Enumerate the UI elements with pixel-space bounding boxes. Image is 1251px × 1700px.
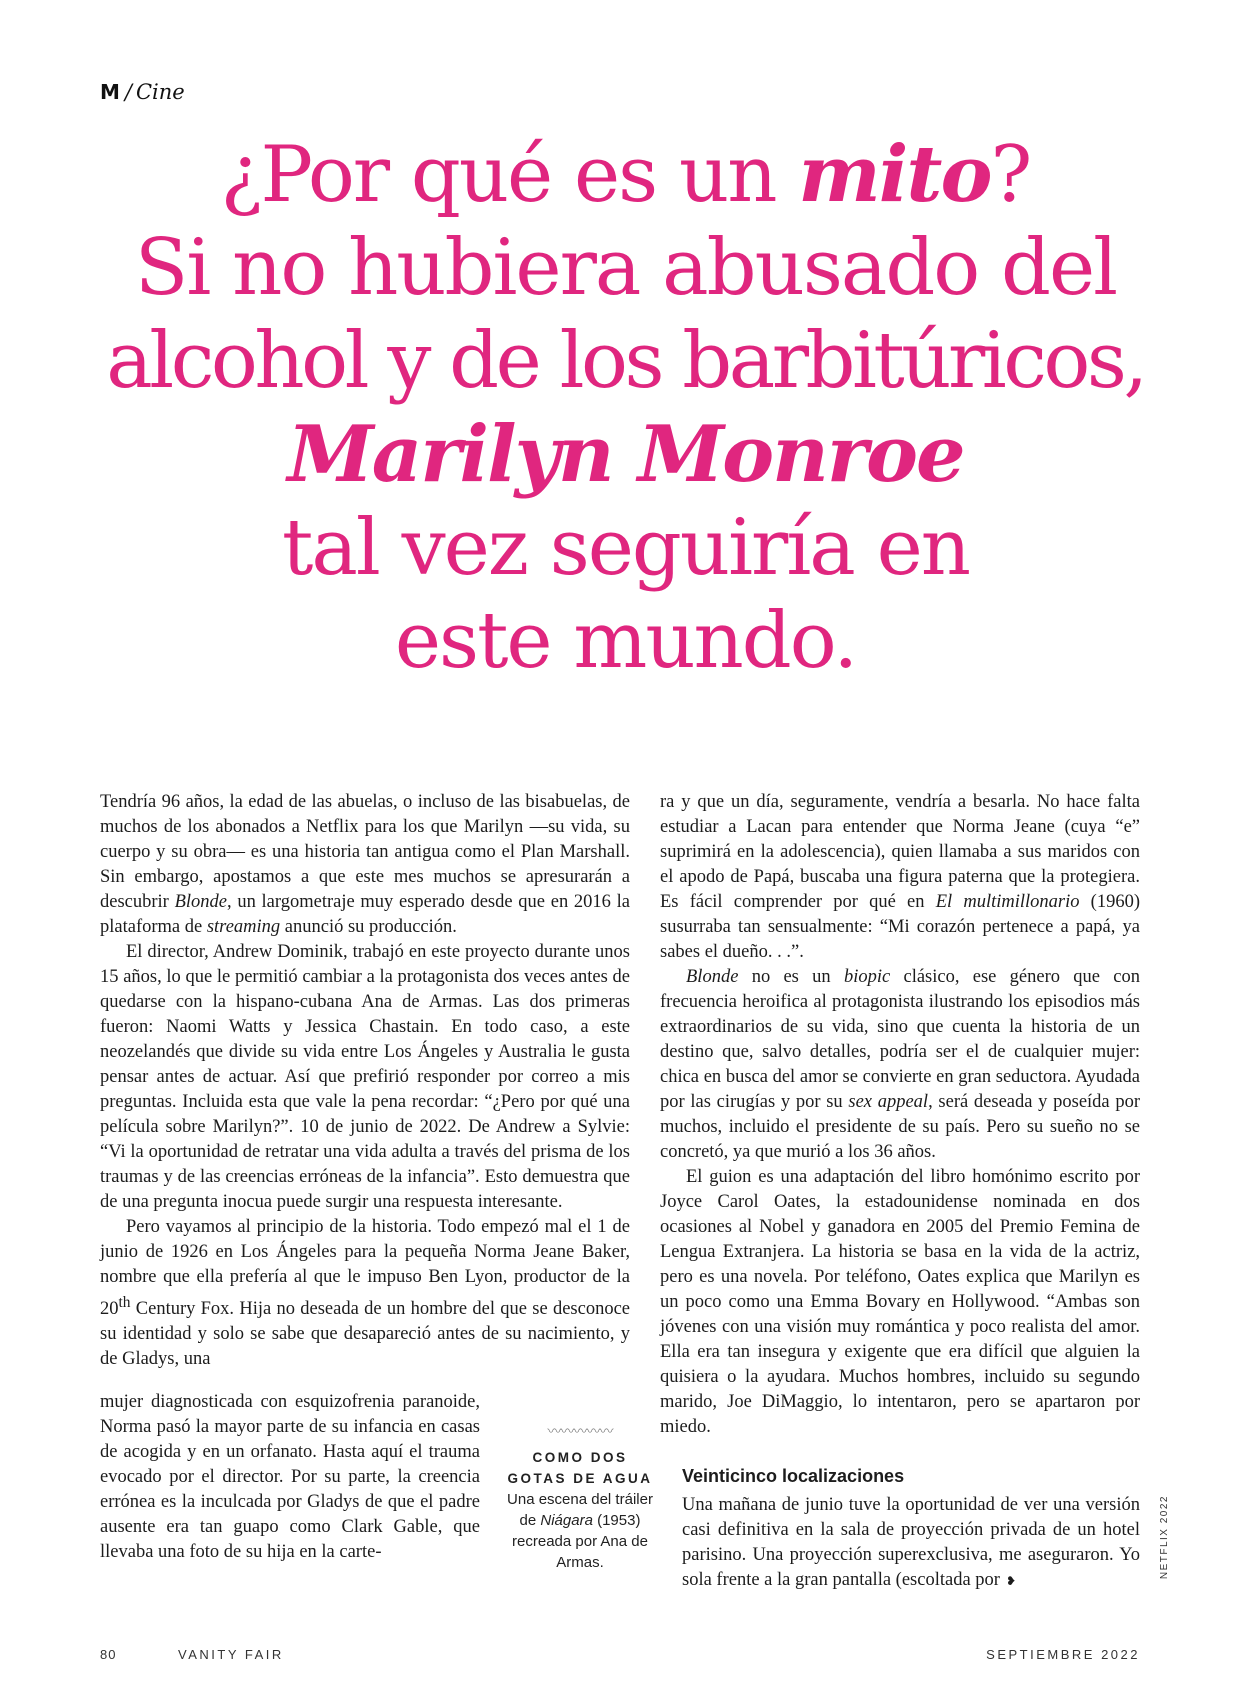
text-run: no es un xyxy=(738,967,844,987)
italic-title: Blonde xyxy=(174,892,227,912)
headline-text: ¿Por qué es un xyxy=(220,130,799,220)
body-column-2-section xyxy=(682,1464,1140,1594)
italic-term: streaming xyxy=(206,917,281,937)
body-column-1-continued xyxy=(100,1390,480,1565)
headline-text: ? xyxy=(990,130,1031,220)
italic-term: sex appeal xyxy=(848,1092,929,1112)
headline-line-1 xyxy=(60,128,1191,222)
italic-term: biopic xyxy=(843,967,891,987)
paragraph: mujer diagnosticada con esquizofrenia paranoide, Norma pasó la mayor parte de su infancia en casas de acogida y en un orfanato. Hasta aquí el trauma evocado por el director. Por su parte, la creencia errónea es la inculcada por Gladys de que el padre ausente era tan guapo como Clark Gable, que llevaba una foto de su hija en la carte- xyxy=(100,1392,480,1562)
paragraph xyxy=(682,1493,1140,1594)
caption-title-line: COMO DOS xyxy=(532,1450,628,1465)
caption-text xyxy=(500,1489,660,1573)
photo-caption xyxy=(500,1425,660,1573)
text-run: Una escena del tráiler de xyxy=(507,1491,653,1529)
paragraph: El director, Andrew Dominik, trabajó en este proyecto durante unos 15 años, lo que le permitió cambiar a la protagonista dos veces antes de quedarse con la hispano-cubana Ana de Armas. Las dos primeras fueron: Naomi Watts y Jessica Chastain. En todo caso, a este neozelandés que divide su vida entre Los Ángeles y Australia le gusta pensar antes de actuar. Así que prefirió responder por correo a mis preguntas. Incluida esta que vale la pena recordar: “¿Pero por qué una película sobre Marilyn?”. 10 de junio de 2022. De Andrew a Sylvie: “Vi la oportunidad de retratar una vida adulta a través del prisma de los traumas y de las creencias erróneas de la infancia”. Esto demuestra que de una pregunta inocua puede surgir una respuesta interesante. xyxy=(100,942,630,1212)
issue-date: SEPTIEMBRE 2022 xyxy=(986,1647,1140,1662)
section-subhead: Veinticinco localizaciones xyxy=(682,1466,905,1486)
paragraph xyxy=(660,790,1140,965)
headline-line-6: este mundo. xyxy=(394,596,857,686)
continue-arrow-icon: ❥ xyxy=(1005,1574,1017,1588)
headline-line-3: alcohol y de los barbitúricos, xyxy=(106,316,1145,406)
superscript: th xyxy=(118,1294,131,1311)
magazine-name: VANITY FAIR xyxy=(178,1647,284,1662)
headline-line-5: tal vez seguiría en xyxy=(282,503,969,593)
section-separator: / xyxy=(124,80,132,104)
headline-emphasis: mito xyxy=(798,129,991,220)
paragraph xyxy=(100,790,630,940)
wave-divider-icon: 〰〰〰〰〰 xyxy=(547,1424,613,1440)
text-run: , será deseada y poseída por muchos, incluido el presidente de su país. Pero su sueño no se concretó, ya que murió a los 36 años. xyxy=(660,1092,1140,1162)
text-run: (1953) recreada por Ana de Armas. xyxy=(512,1512,648,1571)
paragraph xyxy=(660,965,1140,1165)
body-column-2 xyxy=(660,790,1140,1440)
text-run: Una mañana de junio tuve la oportunidad de ver una versión casi definitiva en la sala de proyección privada de un hotel parisino. Una proyección superexclusiva, me aseguraron. Yo sola frente a la gran pantalla (escoltada por xyxy=(682,1495,1140,1590)
caption-title xyxy=(500,1447,660,1489)
text-run: , un largometraje muy esperado desde que en 2016 la plataforma de xyxy=(100,892,630,937)
paragraph xyxy=(100,1215,630,1372)
italic-title: Blonde xyxy=(686,967,739,987)
text-run: Century Fox. Hija no deseada de un hombre del que se desconoce su identidad y solo se sabe que desapareció antes de su nacimiento, y de Gladys, una xyxy=(100,1299,630,1370)
text-run: anunció su producción. xyxy=(280,917,457,937)
headline-name-emphasis: Marilyn Monroe xyxy=(287,409,964,500)
page-number: 80 xyxy=(100,1647,117,1662)
text-run: (1960) susurraba tan sensualmente: “Mi corazón pertenece a papá, ya sabes el dueño. . .”. xyxy=(660,892,1140,962)
body-column-1 xyxy=(100,790,630,1372)
photo-credit: NETFLIX 2022 xyxy=(1159,1495,1170,1580)
italic-title: El multimillonario xyxy=(935,892,1080,912)
text-run: Tendría 96 años, la edad de las abuelas, o incluso de las bisabuelas, de muchos de los abonados a Netflix para los que Marilyn —su vida, su cuerpo y su obra— es una historia tan antigua como el Plan Marshall. Sin embargo, apostamos a que este mes muchos se apresurarán a descubrir xyxy=(100,792,630,912)
italic-title: Niágara xyxy=(540,1512,593,1529)
text-run: Pero vayamos al principio de la historia. Todo empezó mal el 1 de junio de 1926 en Los Ángeles para la pequeña Norma Jeane Baker, nombre que ella prefería al que le impuso Ben Lyon, productor de la 20 xyxy=(100,1217,630,1320)
headline xyxy=(60,128,1191,688)
section-name: Cine xyxy=(135,80,185,104)
section-logo-mark: M xyxy=(100,80,119,104)
caption-title-line: GOTAS DE AGUA xyxy=(507,1471,653,1486)
text-run: clásico, ese género que con frecuencia heroifica al protagonista ilustrando los episodios más extraordinarios de su vida, sino que cuenta la historia de un destino que, salvo detalles, podría ser el de cualquier mujer: chica en busca del amor se convierte en gran seductora. Ayudada por las cirugías y por su xyxy=(660,967,1140,1112)
text-run: ra y que un día, seguramente, vendría a besarla. No hace falta estudiar a Lacan para entender que Norma Jeane (cuya “e” suprimirá en la adolescencia), quien llamaba a sus maridos con el apodo de Papá, buscaba una figura paterna que la protegiera. Es fácil comprender por qué en xyxy=(660,792,1140,912)
headline-line-4 xyxy=(60,408,1191,502)
section-tag xyxy=(100,80,185,104)
headline-line-2: Si no hubiera abusado del xyxy=(134,223,1117,313)
paragraph: El guion es una adaptación del libro homónimo escrito por Joyce Carol Oates, la estadounidense nominada en dos ocasiones al Nobel y ganadora en 2005 del Premio Femina de Lengua Extranjera. La historia se basa en la vida de la actriz, pero es una novela. Por teléfono, Oates explica que Marilyn es un poco como una Emma Bovary en Hollywood. “Ambas son jóvenes con una visión muy romántica y poco realista del amor. Ella era tan insegura y exigente que era difícil que alguien la quisiera o la ayudara. Muchos hombres, incluido su segundo marido, Joe DiMaggio, lo intentaron, pero se apartaron por miedo. xyxy=(660,1167,1140,1437)
